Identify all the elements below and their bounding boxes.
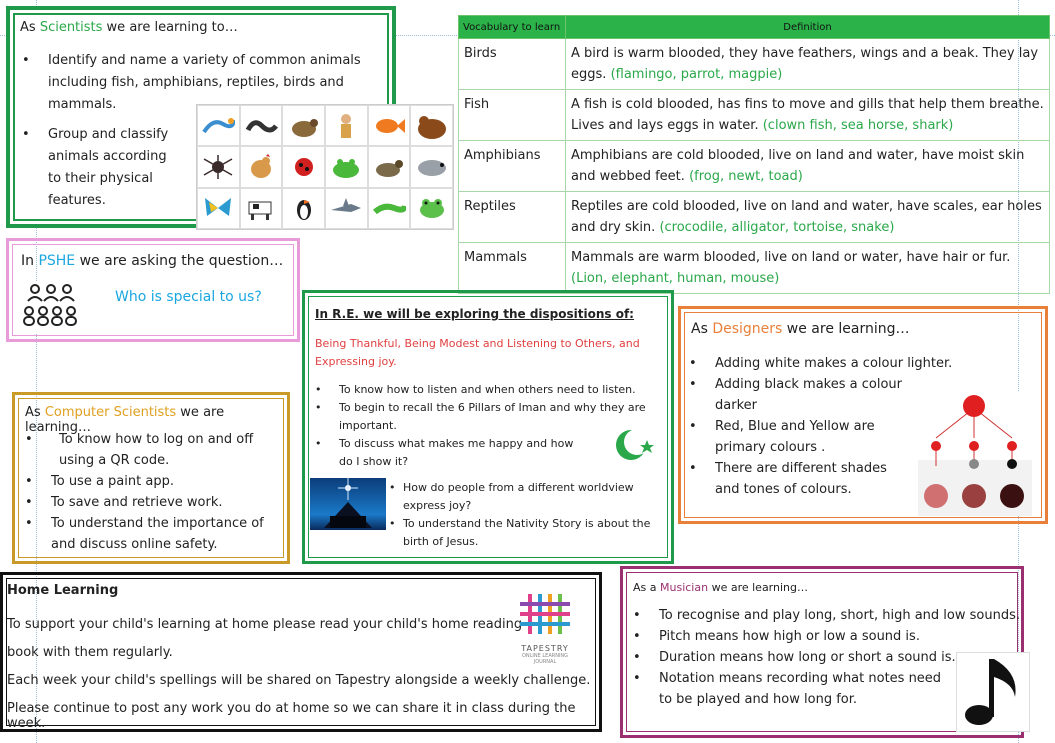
list-item: • Pitch means how high or low a sound is. xyxy=(629,626,1029,647)
re-list xyxy=(311,381,651,471)
list-item: • To recognise and play long, short, high and low sounds. xyxy=(629,605,1029,626)
vocab-word: Fish xyxy=(459,90,566,141)
list-item: • Group and classify animals according to their physical features. xyxy=(18,124,183,212)
pshe-heading: In PSHE we are asking the question… xyxy=(21,253,284,269)
people-icon xyxy=(23,281,79,333)
table-row xyxy=(459,192,1050,243)
computer-heading: As Computer Scientists we are learning… xyxy=(25,405,225,435)
vocab-definition: A bird is warm blooded, they have feathers, wings and a beak. They lay eggs. (flamingo, parrot, magpie) xyxy=(566,39,1050,90)
music-note-icon xyxy=(956,652,1030,732)
colour-tree-diagram xyxy=(918,392,1032,516)
list-item: • Identify and name a variety of common animals including fish, amphibians, reptiles, birds and mammals. xyxy=(18,50,388,116)
vocab-definition: Reptiles are cold blooded, live on land and water, have scales, ear holes and dry skin. (crocodile, alligator, tortoise, snake) xyxy=(566,192,1050,243)
science-heading: As Scientists we are learning to… xyxy=(20,20,238,35)
pshe-question: Who is special to us? xyxy=(115,289,262,305)
vocab-definition: A fish is cold blooded, has fins to move and gills that help them breathe. Lives and lays eggs in water. (clown fish, sea horse, shark) xyxy=(566,90,1050,141)
list-item: • Adding white makes a colour lighter. xyxy=(685,353,975,374)
list-item: • To save and retrieve work. xyxy=(21,492,281,513)
pshe-panel xyxy=(6,238,300,342)
list-item: • To understand the importance of and discuss online safety. xyxy=(21,513,281,555)
re-heading: In R.E. we will be exploring the dispositions of: xyxy=(315,307,634,321)
list-item: • Adding black makes a colour darker xyxy=(685,374,915,416)
home-text: Each week your child's spellings will be shared on Tapestry alongside a weekly challenge. xyxy=(7,673,591,688)
list-item: • There are different shades and tones of colours. xyxy=(685,458,915,500)
list-item: • Notation means recording what notes need to be played and how long for. xyxy=(629,668,949,710)
table-row xyxy=(459,243,1050,294)
nativity-image xyxy=(310,478,386,530)
vocab-definition: Mammals are warm blooded, live on land or water, have hair or fur. (Lion, elephant, human, mouse) xyxy=(566,243,1050,294)
vocab-definition: Amphibians are cold blooded, live on land and water, have moist skin and webbed feet. (frog, newt, toad) xyxy=(566,141,1050,192)
home-learning-panel xyxy=(0,572,602,732)
list-item: • How do people from a different worldview express joy? xyxy=(385,479,655,515)
home-text: Please continue to post any work you do at home so we can share it in class during the week. xyxy=(7,701,576,731)
list-item: • To begin to recall the 6 Pillars of Iman and why they are important. xyxy=(311,399,651,435)
list-item: • To know how to listen and when others need to listen. xyxy=(311,381,651,399)
vocab-word: Mammals xyxy=(459,243,566,294)
column-header: Vocabulary to learn xyxy=(459,16,566,39)
computer-panel xyxy=(12,392,290,564)
list-item: • To use a paint app. xyxy=(21,471,281,492)
home-text: book with them regularly. xyxy=(7,645,173,660)
crescent-star-icon xyxy=(613,425,659,467)
table-row xyxy=(459,141,1050,192)
vocab-word: Amphibians xyxy=(459,141,566,192)
re-list-2 xyxy=(385,479,655,551)
musician-heading: As a Musician we are learning… xyxy=(633,581,808,594)
vocab-word: Reptiles xyxy=(459,192,566,243)
table-row xyxy=(459,90,1050,141)
home-text: To support your child's learning at home please read your child's home reading xyxy=(7,617,523,632)
vocabulary-table xyxy=(458,15,1050,294)
list-item: • To understand the Nativity Story is about the birth of Jesus. xyxy=(385,515,655,551)
table-row xyxy=(459,39,1050,90)
list-item: • Red, Blue and Yellow are primary colours . xyxy=(685,416,925,458)
computer-list xyxy=(21,429,281,555)
tapestry-logo: TAPESTRY ONLINE LEARNING JOURNAL xyxy=(521,644,569,665)
re-dispositions: Being Thankful, Being Modest and Listening to Others, and Expressing joy. xyxy=(315,337,640,368)
list-item: • Duration means how long or short a sound is. xyxy=(629,647,1029,668)
list-item: • To discuss what makes me happy and how do I show it? xyxy=(311,435,589,471)
designers-list xyxy=(685,353,953,500)
list-item: • To know how to log on and off using a QR code. xyxy=(21,429,281,471)
home-heading: Home Learning xyxy=(7,583,119,598)
vocab-word: Birds xyxy=(459,39,566,90)
animal-pictures xyxy=(196,104,454,230)
column-header: Definition xyxy=(566,16,1050,39)
designers-heading: As Designers we are learning… xyxy=(691,321,910,337)
